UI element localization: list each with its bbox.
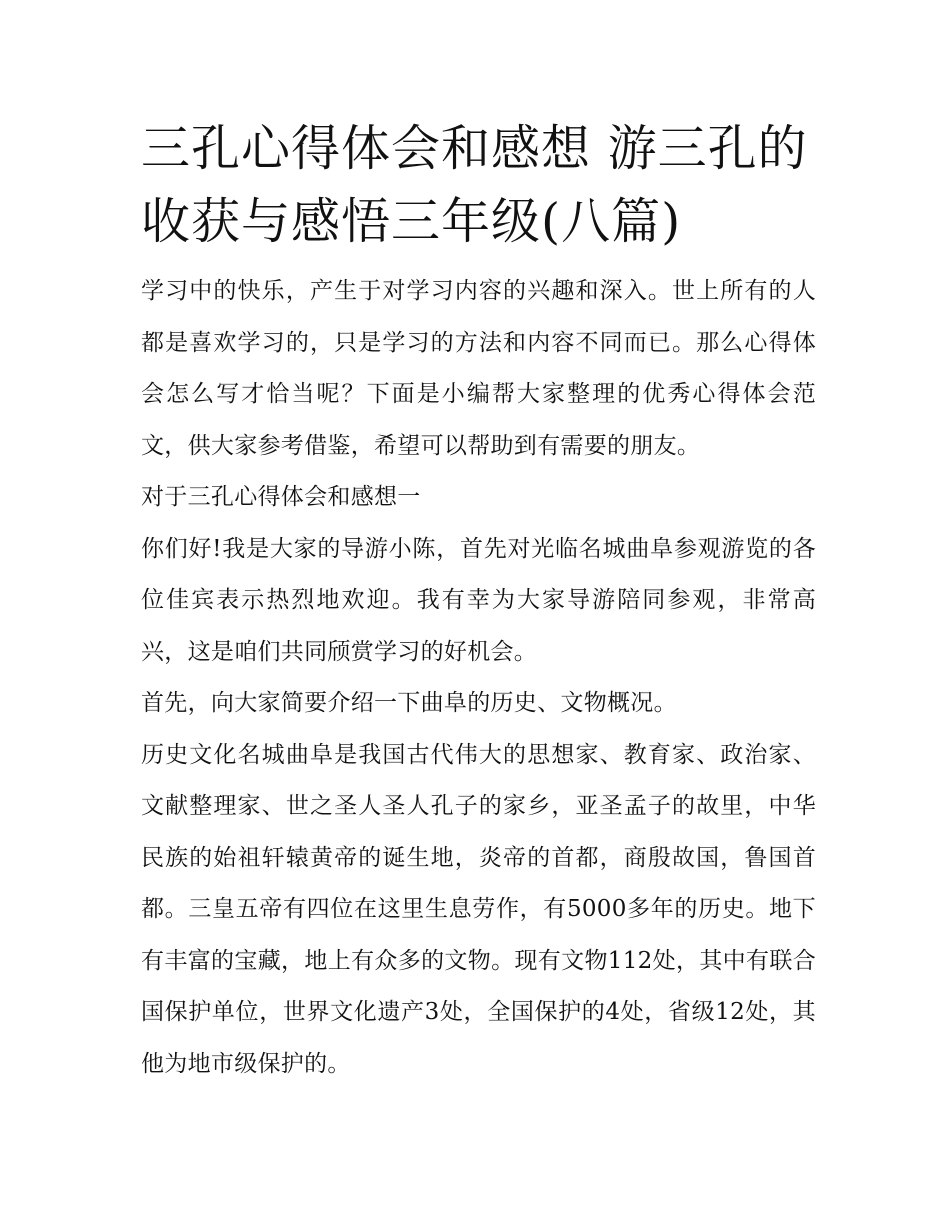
- history-paragraph: 历史文化名城曲阜是我国古代伟大的思想家、教育家、政治家、文献整理家、世之圣人圣人孔子的家乡，亚圣孟子的故里，中华民族的始祖轩辕黄帝的诞生地，炎帝的首都，商殷故国，鲁国首都。三皇五帝有四位在这里生息劳作，有5000多年的历史。地下有丰富的宝藏，地上有众多的文物。现有文物112处，其中有联合国保护单位，世界文化遗产3处，全国保护的4处，省级12处，其他为地市级保护的。: [141, 741, 816, 1077]
- intro-paragraph: 学习中的快乐，产生于对学习内容的兴趣和深入。世上所有的人都是喜欢学习的，只是学习的方法和内容不同而已。那么心得体会怎么写才恰当呢？下面是小编帮大家整理的优秀心得体会范文，供大家参考借鉴，希望可以帮助到有需要的朋友。: [141, 278, 816, 459]
- overview-paragraph: 首先，向大家简要介绍一下曲阜的历史、文物概况。: [141, 690, 677, 716]
- document-title: 三孔心得体会和感想 游三孔的收获与感悟三年级(八篇): [141, 120, 808, 250]
- document-body: [141, 112, 816, 1090]
- section-heading: 对于三孔心得体会和感想一: [141, 484, 421, 510]
- greeting-paragraph: 你们好!我是大家的导游小陈，首先对光临名城曲阜参观游览的各位佳宾表示热烈地欢迎。我有幸为大家导游陪同参观，非常高兴，这是咱们共同颀赏学习的好机会。: [141, 535, 816, 665]
